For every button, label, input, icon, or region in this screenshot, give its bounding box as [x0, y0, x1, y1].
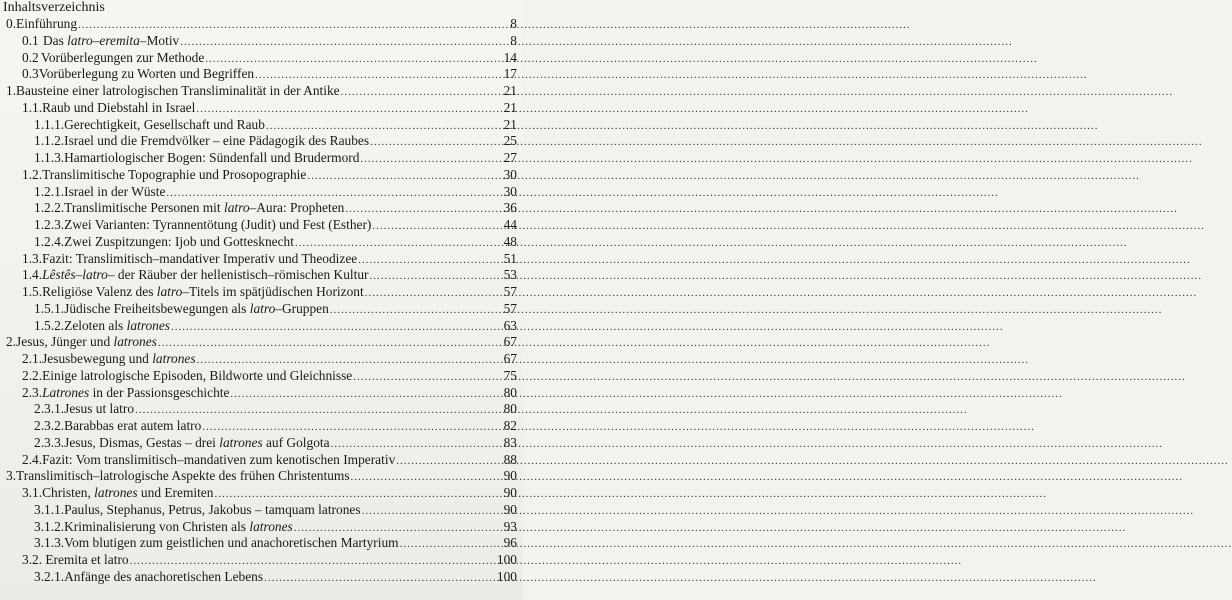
- toc-entry[interactable]: [0, 535, 523, 552]
- toc-entry-page: 80: [503, 401, 517, 417]
- toc-dot-leader: [135, 402, 503, 418]
- toc-entry-title-text: Das: [42, 32, 68, 48]
- toc-entry-title-text: Hamartiologischer Bogen: Sündenfall und Brudermord: [64, 150, 360, 165]
- toc-entry-number: 3.: [6, 468, 17, 484]
- toc-entry-title-text: Eremita et latro: [45, 552, 129, 567]
- toc-entry-page: 57: [503, 284, 517, 299]
- toc-entry-number: 2.3.3.: [34, 434, 65, 450]
- toc-entry-page: 67: [503, 334, 517, 350]
- toc-dot-leader: [180, 34, 509, 50]
- toc-entry-title-text: Vom blutigen zum geistlichen und anachoretischen Martyrium: [64, 535, 399, 551]
- toc-entry-number: 2.: [6, 334, 17, 350]
- toc-entry-title: [64, 318, 170, 334]
- toc-entry-title-text: –Motiv: [139, 32, 180, 48]
- toc-dot-leader: [171, 319, 503, 335]
- toc-entry-page: 27: [503, 150, 517, 165]
- toc-entry-page: 36: [503, 200, 517, 216]
- toc-dot-leader: [358, 252, 502, 268]
- toc-entry-number: 2.3.: [22, 384, 43, 400]
- toc-entry-title-text: Barabbas erat autem latro: [64, 418, 202, 433]
- toc-entry-title-text: Raub und Diebstahl in Israel: [42, 99, 196, 115]
- toc-entry-page: 90: [503, 501, 517, 517]
- toc-entry-number: 1.3.: [22, 250, 43, 266]
- toc-entry-number: 0.1: [22, 32, 39, 48]
- toc-entry-title: [16, 83, 340, 99]
- toc-entry-title: [64, 401, 134, 417]
- toc-dot-leader: [295, 235, 503, 251]
- toc-entry-title: [16, 16, 77, 32]
- toc-entry-number: 1.4.: [22, 267, 43, 283]
- toc-dot-leader: [130, 553, 496, 569]
- toc-dot-leader: [214, 486, 502, 502]
- toc-entry-number: 1.2.4.: [34, 233, 65, 249]
- toc-entry-number: 3.1.3.: [34, 535, 65, 551]
- toc-entry-number: 1.: [6, 83, 17, 98]
- toc-entry-number: 2.4.: [22, 451, 43, 467]
- toc-entry-title-italic: latro–eremita: [67, 32, 140, 48]
- toc-entry-page: 83: [503, 434, 517, 450]
- toc-entry-page: 90: [503, 485, 517, 500]
- toc-dot-leader: [196, 101, 502, 117]
- toc-entry-title: [42, 385, 229, 401]
- toc-entry-title: [42, 100, 195, 116]
- toc-dot-leader: [372, 218, 502, 234]
- toc-entry-number: 1.5.1.: [34, 300, 65, 316]
- toc-entry-title: [64, 519, 293, 535]
- toc-entry[interactable]: [0, 184, 523, 201]
- toc-dot-leader: [307, 168, 502, 184]
- toc-entry-number: 2.3.2.: [34, 418, 65, 433]
- toc-entry-title-text: und Eremiten: [137, 485, 214, 500]
- toc-entry-page: 21: [503, 83, 517, 98]
- toc-entry-title: [16, 468, 350, 484]
- toc-entry[interactable]: [0, 33, 523, 50]
- toc-entry[interactable]: [0, 267, 523, 284]
- toc-entry[interactable]: [0, 83, 523, 100]
- toc-dot-leader: [365, 285, 503, 301]
- toc-entry-title: [64, 502, 360, 518]
- toc-entry-page: 30: [503, 183, 517, 199]
- toc-entry-title-text: Einführung: [16, 16, 78, 31]
- toc-entry-title-text: –Gruppen: [275, 300, 329, 316]
- toc-entry[interactable]: [0, 485, 523, 502]
- toc-entry-title-text: Israel und die Fremdvölker – eine Pädagogik des Raubes: [64, 133, 370, 149]
- toc-entry-title-italic: latro: [223, 200, 250, 216]
- toc-entry-title: [39, 66, 254, 82]
- toc-dot-leader: [370, 268, 503, 284]
- toc-dot-leader: [396, 453, 502, 469]
- toc-entry[interactable]: [0, 569, 523, 586]
- toc-entry-title: [42, 267, 368, 283]
- toc-entry-page: 96: [503, 535, 517, 551]
- toc-entry-title: [64, 535, 398, 551]
- toc-entry-page: 93: [503, 518, 517, 534]
- toc-entry[interactable]: [0, 452, 523, 469]
- toc-entry-title-text: Fazit: Translimitisch–mandativer Imperativ und Theodizee: [42, 250, 358, 266]
- toc-entry-page: 100: [496, 568, 517, 584]
- toc-entry-page: 25: [503, 133, 517, 149]
- toc-entry-title-text: Religiöse Valenz des: [42, 284, 157, 299]
- toc-entry-page: 17: [503, 66, 517, 82]
- toc-dot-leader: [362, 503, 503, 519]
- toc-entry-page: 8: [510, 32, 517, 48]
- toc-dot-leader: [205, 51, 502, 67]
- toc-entry-title-text: Jesusbewegung und: [42, 351, 153, 366]
- toc-entry-title: [42, 485, 213, 501]
- toc-dot-leader: [360, 151, 502, 167]
- toc-entry[interactable]: [0, 318, 523, 335]
- toc-heading: Inhaltsverzeichnis: [3, 0, 105, 15]
- toc-entry-page: 63: [503, 317, 517, 333]
- toc-entry-page: 48: [503, 233, 517, 249]
- toc-entry-number: 1.5.: [22, 284, 43, 299]
- toc-entry-number: 1.5.2.: [34, 317, 65, 333]
- toc-dot-leader: [294, 520, 503, 536]
- toc-entry-title-text: Zwei Varianten: Tyrannentötung (Judit) und Fest (Esther): [64, 217, 372, 232]
- toc-entry-title-text: Jesus, Dismas, Gestas – drei: [64, 434, 220, 450]
- toc-entry-page: 21: [503, 99, 517, 115]
- toc-entry[interactable]: [0, 385, 523, 402]
- toc-entry[interactable]: [0, 334, 523, 351]
- toc-entry[interactable]: [0, 401, 523, 418]
- toc-entry-title: [16, 334, 157, 350]
- toc-dot-leader: [400, 536, 503, 552]
- toc-entry[interactable]: [0, 234, 523, 251]
- toc-entry[interactable]: [0, 16, 523, 33]
- toc-entry-title-text: in der Passionsgeschichte: [89, 384, 230, 400]
- toc-entry-page: 88: [503, 451, 517, 467]
- toc-entry-title-text: –Titels im spätjüdischen Horizont: [182, 284, 364, 299]
- toc-entry-title-italic: latrones: [94, 485, 138, 500]
- toc-dot-leader: [331, 436, 503, 452]
- toc-entry-number: 1.1.3.: [34, 150, 65, 165]
- toc-entry-title-text: Einige latrologische Episoden, Bildworte und Gleichnisse: [42, 367, 353, 383]
- toc-entry-page: 8: [510, 16, 517, 31]
- toc-entry[interactable]: [0, 251, 523, 268]
- toc-entry-title-text: –: [75, 267, 83, 283]
- toc-entry-title: [42, 452, 395, 468]
- toc-entry-number: 2.3.1.: [34, 401, 65, 417]
- toc-entry-number: 1.2.3.: [34, 217, 65, 232]
- toc-entry-number: 0.3: [22, 66, 39, 82]
- toc-entry-title: [42, 284, 364, 300]
- toc-entry-title-italic: latro: [156, 284, 183, 299]
- toc-dot-leader: [341, 84, 503, 100]
- toc-entry[interactable]: [0, 351, 523, 368]
- toc-entry-title: [43, 33, 179, 49]
- toc-entry-title-italic: latrones: [219, 434, 263, 450]
- toc-entry-title: [64, 569, 263, 585]
- toc-entry-number: 0.: [6, 16, 17, 31]
- toc-entry-title-italic: latro: [82, 267, 108, 283]
- toc-dot-leader: [255, 67, 503, 83]
- toc-entry[interactable]: [0, 100, 523, 117]
- toc-dot-leader: [370, 134, 503, 150]
- toc-entry-title: [64, 301, 329, 317]
- toc-entry-title: [42, 351, 196, 367]
- toc-entry-page: 100: [496, 552, 517, 567]
- toc-entry-title-text: Translimitisch–latrologische Aspekte des frühen Christentums: [16, 468, 350, 484]
- toc-entry-title-text: Vorüberlegungen zur Methode: [40, 49, 205, 65]
- toc-entry[interactable]: [0, 284, 523, 301]
- toc-entry-title: [64, 200, 344, 216]
- toc-entry-number: 3.1.: [22, 485, 43, 500]
- toc-entry-title: [64, 418, 201, 434]
- toc-entry-title-italic: latrones: [126, 317, 171, 333]
- toc-entry-title-italic: latrones: [113, 334, 157, 350]
- toc-entry-number: 1.2.2.: [34, 200, 65, 216]
- toc-entry[interactable]: [0, 167, 523, 184]
- toc-entry[interactable]: [0, 468, 523, 485]
- toc-entry-page: 14: [503, 49, 517, 65]
- toc-entry[interactable]: [0, 66, 523, 83]
- toc-entry-title-italic: Latrones: [42, 384, 90, 400]
- toc-entry-title: [42, 251, 357, 267]
- toc-entry-title: [64, 234, 294, 250]
- toc-entry-page: 57: [503, 300, 517, 316]
- toc-entry[interactable]: [0, 502, 523, 519]
- toc-entry-title: [64, 133, 369, 149]
- toc-entry[interactable]: [0, 552, 523, 569]
- toc-entry-number: 1.1.1.: [34, 116, 65, 132]
- toc-entry-title: [42, 368, 352, 384]
- toc-dot-leader: [78, 17, 509, 33]
- toc-entry-number: 0.2: [22, 49, 39, 65]
- toc-entry-title-text: Vorüberlegung zu Worten und Begriffen: [38, 66, 255, 82]
- toc-dot-leader: [351, 469, 503, 485]
- toc-entry-page: 75: [503, 367, 517, 383]
- toc-entry-page: 30: [503, 166, 517, 182]
- toc-entry-title-text: Israel in der Wüste: [64, 183, 166, 199]
- toc-entry-title: [64, 435, 329, 451]
- toc-entry[interactable]: [0, 150, 523, 167]
- toc-entry-page: 21: [503, 116, 517, 132]
- toc-entry-title-italic: latrones: [152, 351, 196, 366]
- toc-entry[interactable]: [0, 50, 523, 67]
- toc-entry-page: 82: [503, 418, 517, 433]
- toc-entry-page: 44: [503, 217, 517, 232]
- toc-entry-title-italic: Lêstês: [42, 267, 76, 283]
- toc-dot-leader: [330, 302, 503, 318]
- toc-entry[interactable]: [0, 435, 523, 452]
- toc-entry-number: 3.2.1.: [34, 568, 65, 584]
- toc-entry-title: [64, 217, 371, 233]
- toc-page: [0, 0, 523, 600]
- toc-dot-leader: [230, 386, 502, 402]
- toc-entry-title-text: Translimitische Personen mit: [64, 200, 224, 216]
- toc-entry-title: [42, 167, 306, 183]
- toc-entry-number: 1.1.2.: [34, 133, 65, 149]
- toc-entry-title-text: Zeloten als: [64, 317, 127, 333]
- toc-entry-number: 1.2.1.: [34, 183, 65, 199]
- toc-dot-leader: [264, 570, 496, 586]
- toc-entry[interactable]: [0, 133, 523, 150]
- toc-entry[interactable]: [0, 200, 523, 217]
- toc-entry[interactable]: [0, 418, 523, 435]
- toc-entry-number: 3.2.: [22, 552, 43, 567]
- toc-dot-leader: [266, 118, 503, 134]
- toc-entry-page: 51: [503, 250, 517, 266]
- toc-entry[interactable]: [0, 368, 523, 385]
- toc-dot-leader: [202, 419, 502, 435]
- toc-entry[interactable]: [0, 301, 523, 318]
- toc-entry-title: [45, 552, 128, 568]
- toc-entry-number: 3.1.2.: [34, 518, 65, 534]
- toc-entry-number: 2.2.: [22, 367, 43, 383]
- toc-entry-title: [64, 150, 359, 166]
- toc-entry[interactable]: [0, 519, 523, 536]
- toc-entry-title-italic: latrones: [249, 518, 293, 534]
- toc-entry-title: [64, 184, 165, 200]
- toc-entry-title-text: Jesus, Jünger und: [16, 334, 114, 350]
- toc-entry-title-text: auf Golgota: [262, 434, 330, 450]
- toc-entry-number: 1.1.: [22, 99, 43, 115]
- toc-dot-leader: [197, 352, 503, 368]
- toc-entry-number: 1.2.: [22, 166, 43, 182]
- toc-entry-title-text: – der Räuber der hellenistisch–römischen Kultur: [107, 267, 369, 283]
- toc-entry[interactable]: [0, 217, 523, 234]
- toc-entry-title-text: Christen,: [42, 485, 95, 500]
- toc-entry-page: 90: [503, 468, 517, 484]
- toc-entry-title-text: Translimitische Topographie und Prosopographie: [42, 166, 307, 182]
- toc-dot-leader: [166, 185, 502, 201]
- toc-entry-title-text: –Aura: Propheten: [249, 200, 345, 216]
- toc-entry-number: 2.1.: [22, 351, 43, 366]
- toc-dot-leader: [158, 335, 503, 351]
- toc-entry-page: 53: [503, 267, 517, 283]
- toc-dot-leader: [353, 369, 502, 385]
- toc-entry-title: [41, 50, 204, 66]
- toc-entry-number: 3.1.1.: [34, 501, 65, 517]
- toc-entry-title-text: Bausteine einer latrologischen Transliminalität in der Antike: [16, 83, 340, 98]
- toc-entry-page: 80: [503, 384, 517, 400]
- toc-entry-title-text: Paulus, Stephanus, Petrus, Jakobus – tamquam latrones: [64, 501, 361, 517]
- toc-entry-title: [64, 117, 265, 133]
- toc-entry-title-text: Gerechtigkeit, Gesellschaft und Raub: [64, 116, 265, 132]
- toc-dot-leader: [345, 201, 502, 217]
- toc-entry-title-text: Kriminalisierung von Christen als: [64, 518, 250, 534]
- toc-entry-title-text: Anfänge des anachoretischen Lebens: [64, 568, 264, 584]
- toc-entry-title-italic: latro: [249, 300, 276, 316]
- toc-entry-title-text: Zwei Zuspitzungen: Ijob und Gottesknecht: [64, 233, 294, 249]
- toc-entry-title-text: Jüdische Freiheitsbewegungen als: [64, 300, 250, 316]
- toc-entry[interactable]: [0, 117, 523, 134]
- toc-entry-title-text: Jesus ut latro: [64, 401, 135, 417]
- toc-entry-page: 67: [503, 351, 517, 366]
- toc-entry-title-text: Fazit: Vom translimitisch–mandativen zum kenotischen Imperativ: [42, 451, 396, 467]
